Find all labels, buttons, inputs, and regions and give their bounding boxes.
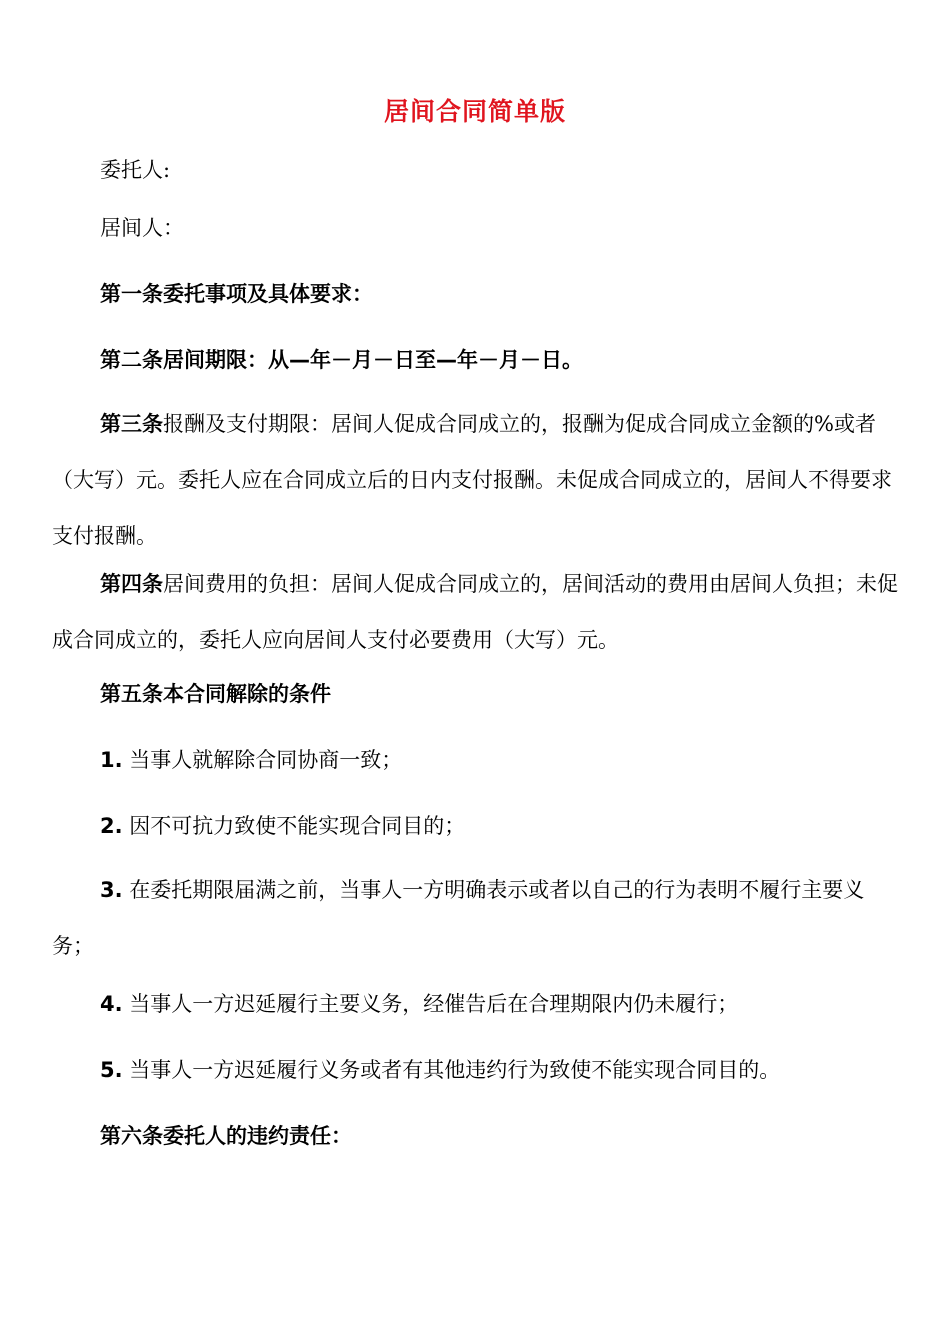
article-4-body: 居间费用的负担：居间人促成合同成立的，居间活动的费用由居间人负担；未促成合同成立的，委托人应向居间人支付必要费用（大写）元。 (52, 572, 898, 652)
article-4-paragraph (52, 556, 902, 668)
list-item-text: 当事人一方迟延履行主要义务，经催告后在合理期限内仍未履行； (122, 992, 739, 1016)
list-item-number: 1. (100, 748, 123, 772)
article-1-heading: 第一条委托事项及具体要求： (100, 282, 373, 306)
article-6-heading: 第六条委托人的违约责任： (100, 1124, 352, 1148)
list-item-text: 当事人一方迟延履行义务或者有其他违约行为致使不能实现合同目的。 (122, 1058, 781, 1082)
list-item-number: 3. (100, 878, 123, 902)
principal-label: 委托人: (100, 158, 171, 182)
list-item (52, 732, 902, 788)
intermediary-label: 居间人： (100, 216, 184, 240)
article-5-heading: 第五条本合同解除的条件 (100, 682, 331, 706)
article-3-heading: 第三条 (100, 412, 163, 436)
list-item-text: 在委托期限届满之前，当事人一方明确表示或者以自己的行为表明不履行主要义务； (52, 878, 865, 958)
document-title: 居间合同简单版 (383, 97, 566, 126)
list-item-number: 4. (100, 992, 123, 1016)
list-item-text: 当事人就解除合同协商一致； (122, 748, 403, 772)
list-item-text: 因不可抗力致使不能实现合同目的； (122, 814, 466, 838)
list-item (52, 976, 902, 1032)
article-4-heading: 第四条 (100, 572, 163, 596)
article-3-body: 报酬及支付期限：居间人促成合同成立的，报酬为促成合同成立金额的%或者（大写）元。委托人应在合同成立后的日内支付报酬。未促成合同成立的，居间人不得要求支付报酬。 (52, 412, 892, 548)
list-item-number: 5. (100, 1058, 123, 1082)
list-item (52, 1042, 902, 1098)
article-3-paragraph (52, 396, 902, 564)
list-item-number: 2. (100, 814, 123, 838)
list-item (52, 862, 902, 974)
article-2-heading: 第二条居间期限：从—年－月－日至—年－月－日。 (100, 348, 583, 372)
list-item (52, 798, 902, 854)
